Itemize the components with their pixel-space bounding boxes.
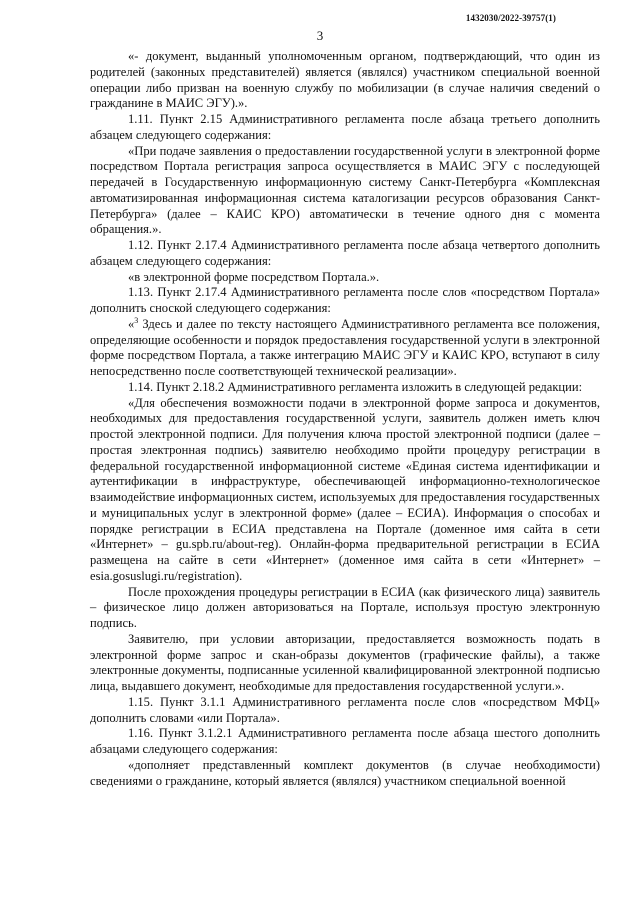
paragraph: «- документ, выданный уполномоченным органом, подтверждающий, что один из родителей (законных представителей) является (являлся) участником специальной военной операции либо призван на военную службу по мобилизации (в случае наличия сведений о гражданине в МАИС ЭГУ).». bbox=[90, 49, 600, 111]
footnote-paragraph bbox=[90, 317, 600, 380]
footnote-text: Здесь и далее по тексту настоящего Административного регламента все положения, определяющие особенности и порядок предоставления государственной услуги в электронной форме посредством Портала, а также интеграцию МАИС ЭГУ и КАИС КРО, вступают в силу непосредственно после соответствующей технической реализации». bbox=[90, 316, 601, 378]
footnote-marker: 3 bbox=[134, 315, 139, 325]
document-body bbox=[90, 49, 600, 789]
paragraph: Заявителю, при условии авторизации, предоставляется возможность подать в электронной форме запрос и скан-образы документов (графические файлы), а также электронные документы, подписанные усиленной квалифицированной электронной подписью лица, выдавшего документ, необходимые для предоставления государственной услуги.». bbox=[90, 631, 600, 693]
page-number: 3 bbox=[316, 28, 324, 43]
paragraph: «Для обеспечения возможности подачи в электронной форме запроса и документов, необходимых для предоставления государственной услуги, заявитель должен иметь ключ простой электронной подписи. Для получения ключа простой электронной подписи (далее – простая электронная подпись) заявителю необходимо пройти процедуру регистрации в федеральной государственной информационной системе «Единая система идентификации и аутентификации в инфраструктуре, обеспечивающей информационно-технологическое взаимодействие информационных систем, используемых для предоставления государственных и муниципальных услуг в электронной форме» (далее – ЕСИА). Информация о способах и порядке регистрации в ЕСИА представлена на Портале (доменное имя сайта в сети «Интернет» – gu.spb.ru/about-reg). Онлайн-форма предварительной регистрации в ЕСИА размещена на сайте в сети «Интернет» (доменное имя сайта в сети «Интернет» – esia.gosuslugi.ru/registration). bbox=[90, 395, 600, 583]
footnote-open-quote: « bbox=[128, 316, 135, 331]
paragraph: «в электронной форме посредством Портала.». bbox=[128, 269, 380, 284]
paragraph: 1.13. Пункт 2.17.4 Административного регламента после слов «посредством Портала» дополнить сноской следующего содержания: bbox=[90, 285, 600, 315]
paragraph: После прохождения процедуры регистрации в ЕСИА (как физического лица) заявитель – физическое лицо должен авторизоваться на Портале, используя простую электронную подпись. bbox=[90, 584, 600, 630]
paragraph: «дополняет представленный комплект документов (в случае необходимости) сведениями о гражданине, который является (являлся) участником специальной военной bbox=[90, 757, 600, 788]
paragraph: 1.14. Пункт 2.18.2 Административного регламента изложить в следующей редакции: bbox=[128, 379, 583, 394]
document-number: 1432030/2022-39757(1) bbox=[465, 13, 556, 23]
paragraph: «При подаче заявления о предоставлении государственной услуги в электронной форме посредством Портала регистрация запроса осуществляется в МАИС ЭГУ с последующей передачей в Государственную информационную систему Санкт-Петербурга «Комплексная автоматизированная информационная система каталогизации ресурсов образования Санкт-Петербурга» (далее – КАИС КРО) автоматически в течение одного дня с момента обращения.». bbox=[90, 143, 600, 237]
paragraph: 1.15. Пункт 3.1.1 Административного регламента после слов «посредством МФЦ» дополнить словами «или Портала». bbox=[90, 694, 600, 725]
paragraph: 1.12. Пункт 2.17.4 Административного регламента после абзаца четвертого дополнить абзацем следующего содержания: bbox=[90, 238, 600, 268]
paragraph: 1.11. Пункт 2.15 Административного регламента после абзаца третьего дополнить абзацем следующего содержания: bbox=[90, 112, 600, 142]
paragraph: 1.16. Пункт 3.1.2.1 Административного регламента после абзаца шестого дополнить абзацами следующего содержания: bbox=[90, 726, 600, 756]
